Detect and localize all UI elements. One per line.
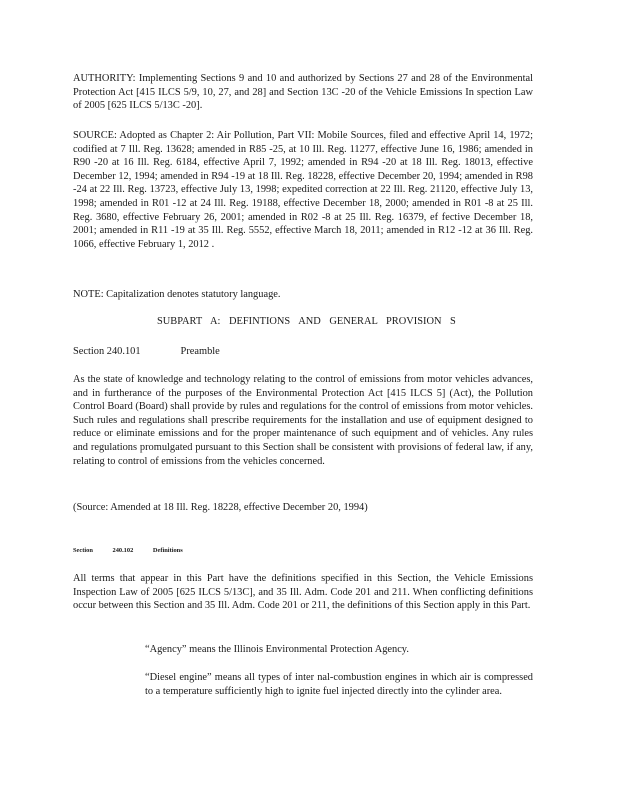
section-101-source: (Source: Amended at 18 Ill. Reg. 18228, effective December 20, 1994) (73, 502, 368, 513)
section-102-number: 240.102 (112, 547, 134, 554)
section-102-heading (73, 546, 183, 555)
section-101-number: Section 240.101 (73, 346, 141, 357)
authority-paragraph: AUTHORITY: Implementing Sections 9 and 10 and authorized by Sections 27 and 28 of the Environmental Protection Act [415 ILCS 5/9, 10, 27, and 28] and Section 13C -20 of the Vehicle Emissions In spection Law of 2005 [625 ILCS 5/13C -20]. (73, 73, 533, 112)
note-paragraph: NOTE: Capitalization denotes statutory language. (73, 289, 281, 300)
section-101-title: Preamble (180, 346, 220, 357)
definition-agency: “Agency” means the Illinois Environmental Protection Agency. (145, 644, 409, 655)
definition-diesel-engine: “Diesel engine” means all types of inter nal-combustion engines in which air is compressed to a temperature sufficiently high to ignite fuel injected directly into the cylinder area. (145, 672, 533, 697)
subpart-heading: SUBPART A: DEFINTIONS AND GENERAL PROVISION S (157, 316, 456, 327)
section-102-label: Section (73, 547, 93, 554)
section-102-title: Definitions (152, 547, 183, 554)
section-101-heading (73, 345, 220, 359)
source-paragraph: SOURCE: Adopted as Chapter 2: Air Pollution, Part VII: Mobile Sources, filed and effective April 14, 1972; codified at 7 Ill. Reg. 13628; amended in R85 -25, at 10 Ill. Reg. 11277, effective June 16, 1986; amended in R90 -20 at 16 Ill. Reg. 6184, effective April 7, 1992; amended in R94 -20 at 18 Ill. Reg. 18013, effective December 12, 1994; amended in R94 -19 at 18 Ill. Reg. 18228, effective December 20, 1994; amended in R98 -24 at 22 Ill. Reg. 13723, effective July 13, 1998; expedited correction at 22 Ill. Reg. 21120, effective July 13, 1998; amended in R01 -12 at 24 Ill. Reg. 19188, effective December 18, 2000; amended in R01 -8 at 25 Ill. Reg. 3680, effective February 26, 2001; amended in R02 -8 at 25 Ill. Reg. 16379, ef fective December 18, 2001; amended in R11 -19 at 35 Ill. Reg. 5552, effective March 18, 2011; amended in R12 -12 at 36 Ill. Reg. 1066, effective February 1, 2012 . (73, 130, 533, 250)
section-102-body: All terms that appear in this Part have the definitions specified in this Section, the Vehicle Emissions Inspection Law of 2005 [625 ILCS 5/13C], and 35 Ill. Adm. Code 201 and 211. When conflicting definitions occur between this Section and 35 Ill. Adm. Code 201 or 211, the definitions of this Section apply in this Part. (73, 573, 533, 612)
section-101-body: As the state of knowledge and technology relating to the control of emissions from motor vehicles advances, and in furtherance of the purposes of the Environmental Protection Act [415 ILCS 5] (Act), the Pollution Control Board (Board) shall provide by rules and regulations for the control of emissions from motor vehicles. Such rules and regulations shall prescribe requirements for the installation and use of equipment designed to reduce or eliminate emissions and for the proper maintenance of such equipment and of vehicles. Any rules and regulations promulgated pursuant to this Section shall be consistent with provisions of federal law, if any, relating to control of emissions from the vehicles concerned. (73, 374, 533, 467)
